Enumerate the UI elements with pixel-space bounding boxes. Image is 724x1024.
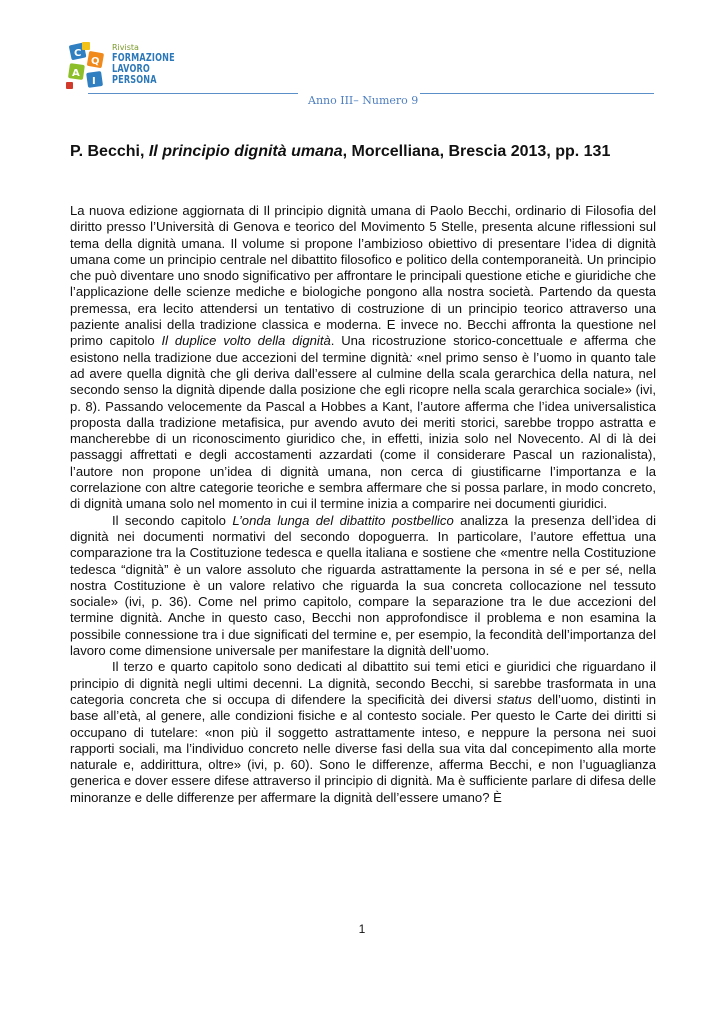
paragraph-1-italic-a: Il duplice volto della dignità bbox=[161, 333, 331, 349]
paragraph-1-text-b: . Una ricostruzione storico-concettuale bbox=[330, 333, 570, 349]
issue-label: Anno III– Numero 9 bbox=[308, 94, 419, 107]
title-publisher: , Morcelliana, Brescia 2013, pp. 131 bbox=[342, 143, 611, 160]
logo-letter-a: A bbox=[72, 68, 80, 79]
header-rule-left bbox=[88, 93, 298, 94]
paragraph-2-italic-a: L’onda lunga del dibattito postbellico bbox=[232, 512, 454, 528]
logo-line-lavoro: LAVORO bbox=[112, 62, 150, 75]
title-author: P. Becchi, bbox=[70, 143, 149, 160]
paragraph-3-italic-a: status bbox=[497, 691, 532, 707]
paragraph-1-italic-c: : bbox=[408, 349, 413, 365]
logo-letter-i: I bbox=[92, 76, 96, 87]
logo-line-persona: PERSONA bbox=[112, 73, 157, 86]
page-number: 1 bbox=[358, 922, 366, 936]
paragraph-1-text-d: «nel primo senso è l’uomo in quanto tale ad avere quella dignità che gli deriva dall’essere al culmine della scala gerarchica della natura, nel secondo senso la dignità dipende dalla posizione che egli ricopre nella scala gerarchica sociale» (ivi, p. 8). Passando velocemente da Pascal a Hobbes a Kant, l’autore afferma che l’idea universalistica proposta dalla tradizione metafisica, pur avendo avuto dei meriti storici, sarebbe troppo astratta e mancherebbe di un riconoscimento giuridico che, in effetti, inizia solo nel Novecento. Al di là dei passaggi affrettati e degli accostamenti azzardati (come il considerare Pascal un razionalista), l’autore non propone un’idea di dignità umana, non cerca di giustificarne l’importanza e la correlazione con altre categorie teoriche e sembra affermare che si possa parlare, in modo concreto, di dignità umana solo nel momento in cui il termine inizia a comparire nei documenti giuridici. bbox=[70, 349, 656, 512]
paragraph-1-italic-b: e bbox=[569, 333, 578, 349]
paragraph-2 bbox=[70, 513, 656, 660]
paragraph-1 bbox=[70, 203, 656, 513]
review-body bbox=[70, 203, 656, 806]
logo-tile-small bbox=[82, 42, 90, 50]
paragraph-1-text-a: La nuova edizione aggiornata di Il principio dignità umana di Paolo Becchi, ordinario di Filosofia del diritto presso l’Università di Genova e teorico del Movimento 5 Stelle, presenta alcune riflessioni sul tema della dignità umana. Il volume si propone l’ambizioso obiettivo di presentare l’idea di dignità umana come un principio centrale nel dibattito filosofico e politico della contemporaneità. Un principio che può diventare uno snodo significativo per affrontare le principali questione etiche e giuridiche che l’applicazione delle scienze mediche e biologiche pongono alla nostra società. Partendo da questa premessa, era lecito attendersi un tentativo di costruzione di un principio teorico attraverso una paziente analisi della tradizione classica e moderna. E invece no. Becchi affronta la questione nel primo capitolo bbox=[70, 203, 656, 349]
header-rule-right bbox=[420, 93, 654, 94]
logo-tile-small-red bbox=[66, 82, 73, 89]
title-work: Il principio dignità umana bbox=[148, 143, 343, 160]
paragraph-3-text-a: Il terzo e quarto capitolo sono dedicati al dibattito sui temi etici e giuridici che riguardano il principio di dignità negli ultimi decenni. La dignità, secondo Becchi, si sarebbe trasformata in una categoria concreta che si occupa di difendere la specificità dei diversi bbox=[70, 659, 656, 707]
logo-letter-c: C bbox=[74, 48, 82, 59]
paragraph-2-text-a: Il secondo capitolo bbox=[112, 512, 233, 528]
logo-rivista: Rivista bbox=[112, 43, 139, 52]
logo-wordmark bbox=[112, 44, 189, 85]
paragraph-1-text-c: afferma che esistono nella tradizione due accezioni del termine dignità bbox=[70, 333, 656, 365]
logo-line-formazione: FORMAZIONE bbox=[112, 51, 175, 64]
paragraph-2-text-b: analizza la presenza dell’idea di dignità nei documenti normativi del secondo dopoguerra. In particolare, l’autore effettua una comparazione tra la Costituzione tedesca e quella italiana e sostiene che «mentre nella Costituzione tedesca “dignità” è un valore assoluto che riguarda astrattamente la persona in sé e per sé, nella nostra Costituzione è un valore relativo che riguarda la sua concreta collocazione nel tessuto sociale» (ivi, p. 36). Come nel primo capitolo, compare la separazione tra le due accezioni del termine dignità. Anche in questo caso, Becchi non approfondisce il problema e non esamina la possibile connessione tra i due significati del termine e, per esempio, la fecondità dell’importanza del lavoro come dimensione universale per manifestare la dignità dell’uomo. bbox=[70, 512, 656, 659]
paragraph-3-text-b: dell’uomo, distinti in base all’età, al genere, alle condizioni fisiche e al contesto sociale. Per questo le Carte dei diritti si occupano di tutelare: «non più il soggetto astrattamente inteso, e neppure la persona nei suoi rapporti sociali, ma l’individuo concreto nelle diverse fasi della sua vita dal concepimento alla morte naturale e, addirittura, oltre» (ivi, p. 60). Sono le differenze, afferma Becchi, e non l’uguaglianza generica e dover essere difese attraverso il principio di dignità. Ma è sufficiente parlare di difesa delle minoranze e delle differenze per affermare la dignità dell’essere umano? È bbox=[70, 691, 656, 805]
review-title bbox=[70, 143, 670, 161]
logo-letter-q: Q bbox=[91, 56, 100, 67]
paragraph-3 bbox=[70, 659, 656, 806]
